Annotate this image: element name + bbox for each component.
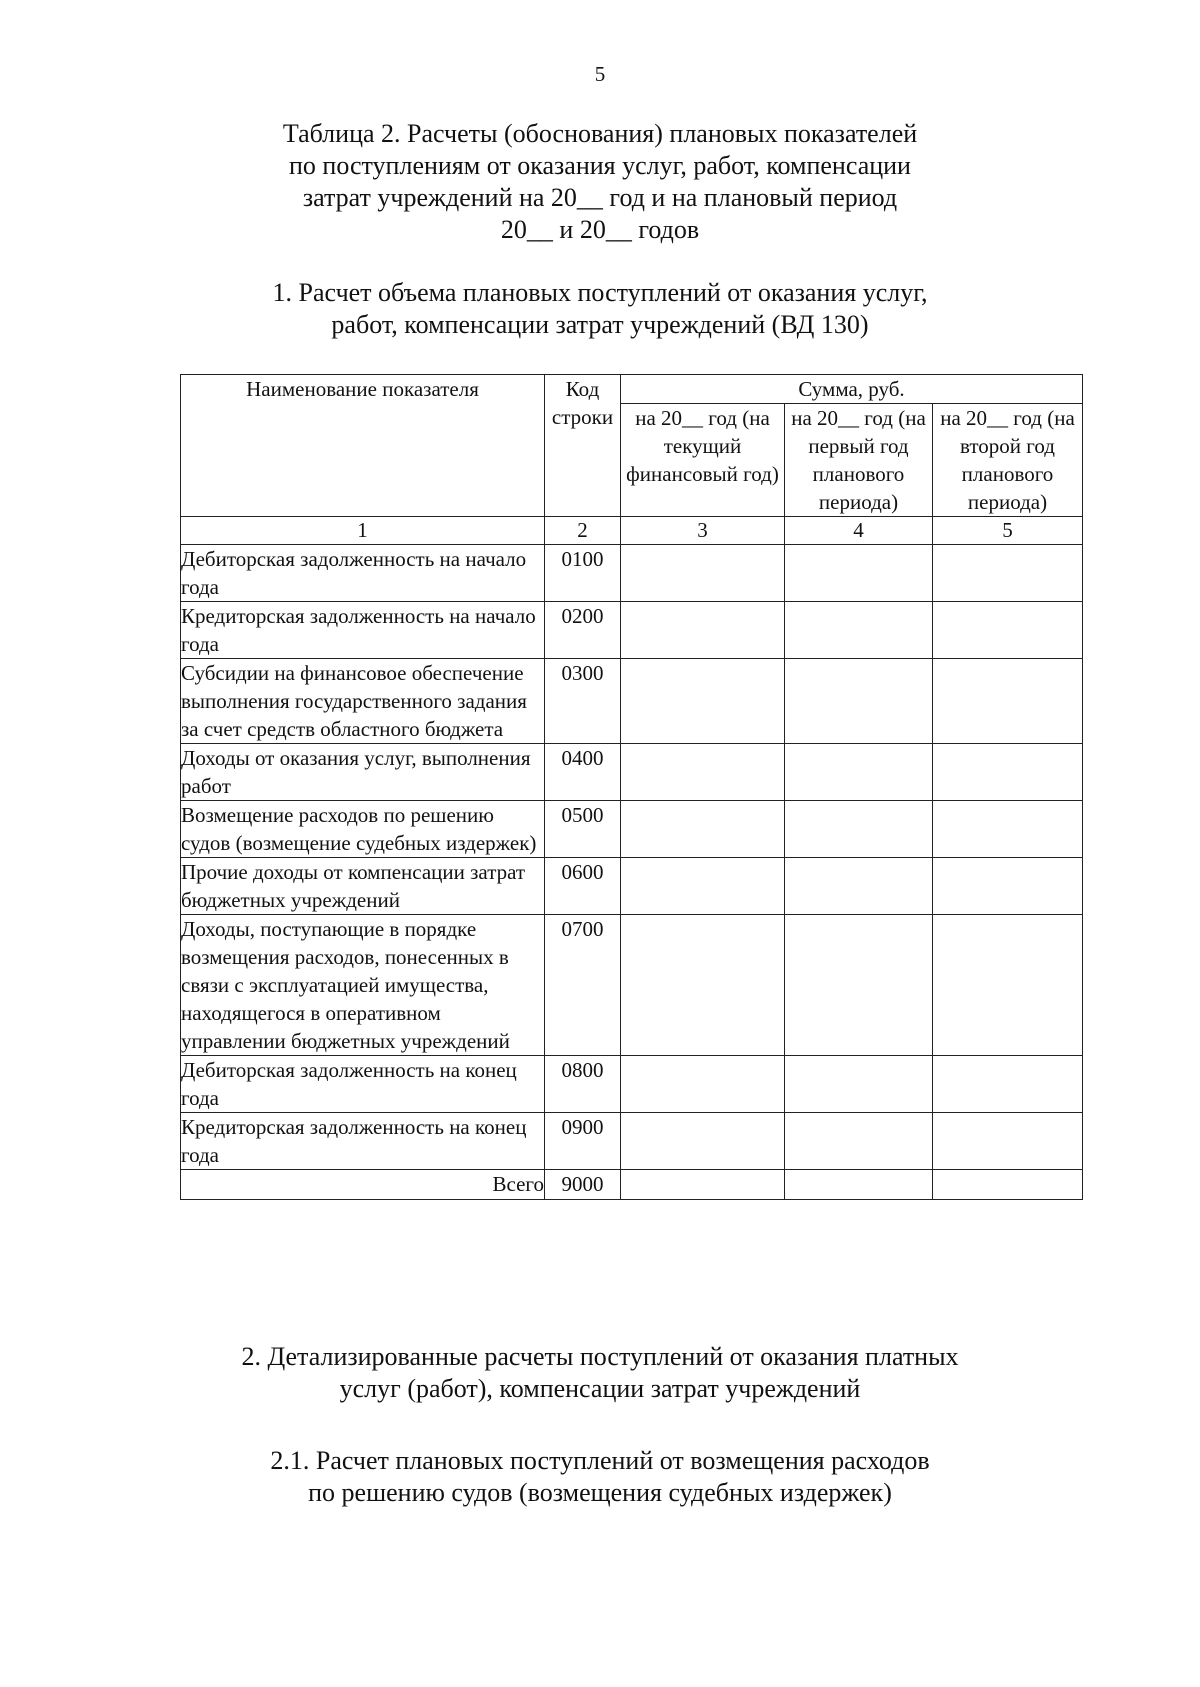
total-value-plan2 [933,1170,1083,1200]
total-value-plan1 [785,1170,933,1200]
section-2-heading [0,1341,1200,1405]
total-row [181,1170,1083,1200]
row-code: 0400 [545,744,621,801]
table-row [181,1056,1083,1113]
heading-line: услуг (работ), компенсации затрат учреждений [339,1374,861,1403]
title-line: затрат учреждений на 20__ год и на плановый период [302,183,898,212]
column-number: 3 [621,517,785,545]
header-col4: на 20__ год (на первый год планового периода) [785,404,933,517]
row-value-current [621,744,785,801]
row-code: 0200 [545,602,621,659]
title-line: Таблица 2. Расчеты (обоснования) плановых показателей [282,119,918,148]
row-name: Кредиторская задолженность на начало года [181,602,545,659]
table-row [181,744,1083,801]
column-number: 5 [933,517,1083,545]
total-code: 9000 [545,1170,621,1200]
row-value-plan2 [933,659,1083,744]
row-value-plan1 [785,915,933,1056]
row-name: Дебиторская задолженность на начало года [181,545,545,602]
row-value-plan1 [785,744,933,801]
header-code: Код строки [545,375,621,517]
row-name: Доходы от оказания услуг, выполнения работ [181,744,545,801]
heading-line: по решению судов (возмещения судебных издержек) [308,1478,892,1507]
row-value-plan2 [933,801,1083,858]
row-value-current [621,1113,785,1170]
row-code: 0300 [545,659,621,744]
row-value-plan2 [933,744,1083,801]
total-value-current [621,1170,785,1200]
row-code: 0600 [545,858,621,915]
column-number: 1 [181,517,545,545]
title-line: 20__ и 20__ годов [500,215,700,244]
row-value-plan2 [933,1056,1083,1113]
row-code: 0500 [545,801,621,858]
table-row [181,1113,1083,1170]
row-name: Возмещение расходов по решению судов (возмещение судебных издержек) [181,801,545,858]
total-label: Всего [181,1170,545,1200]
row-name: Доходы, поступающие в порядке возмещения расходов, понесенных в связи с эксплуатацией имущества, находящегося в оперативном управлении бюджетных учреждений [181,915,545,1056]
row-value-current [621,801,785,858]
header-row [181,375,1083,404]
table-row [181,545,1083,602]
row-value-current [621,602,785,659]
header-name: Наименование показателя [181,375,545,517]
row-value-plan1 [785,801,933,858]
row-code: 0100 [545,545,621,602]
row-name: Субсидии на финансовое обеспечение выполнения государственного задания за счет средств областного бюджета [181,659,545,744]
row-value-plan1 [785,659,933,744]
row-value-current [621,545,785,602]
row-value-plan2 [933,602,1083,659]
row-value-plan2 [933,858,1083,915]
heading-line: работ, компенсации затрат учреждений (ВД 130) [331,310,869,339]
heading-line: 1. Расчет объема плановых поступлений от оказания услуг, [272,278,928,307]
table-row [181,915,1083,1056]
column-number: 2 [545,517,621,545]
row-code: 0700 [545,915,621,1056]
table-row [181,659,1083,744]
table-row [181,801,1083,858]
row-name: Кредиторская задолженность на конец года [181,1113,545,1170]
row-value-plan2 [933,545,1083,602]
row-value-current [621,858,785,915]
row-code: 0800 [545,1056,621,1113]
page-number: 5 [594,62,606,86]
row-value-plan1 [785,1056,933,1113]
heading-line: 2. Детализированные расчеты поступлений от оказания платных [241,1342,959,1371]
row-value-current [621,659,785,744]
column-number-row [181,517,1083,545]
section-1-heading [0,277,1200,341]
table-row [181,602,1083,659]
header-sum: Сумма, руб. [621,375,1083,404]
row-value-plan1 [785,858,933,915]
row-value-plan1 [785,602,933,659]
table-row [181,858,1083,915]
row-name: Дебиторская задолженность на конец года [181,1056,545,1113]
table-title [0,118,1200,246]
revenue-table [180,374,1083,1200]
row-name: Прочие доходы от компенсации затрат бюджетных учреждений [181,858,545,915]
heading-line: 2.1. Расчет плановых поступлений от возмещения расходов [270,1446,930,1475]
row-value-plan1 [785,1113,933,1170]
header-col3: на 20__ год (на текущий финансовый год) [621,404,785,517]
row-code: 0900 [545,1113,621,1170]
row-value-plan2 [933,915,1083,1056]
title-line: по поступлениям от оказания услуг, работ, компенсации [289,151,911,180]
header-col5: на 20__ год (на второй год планового периода) [933,404,1083,517]
section-2-1-heading [0,1445,1200,1509]
row-value-current [621,1056,785,1113]
row-value-current [621,915,785,1056]
column-number: 4 [785,517,933,545]
row-value-plan2 [933,1113,1083,1170]
row-value-plan1 [785,545,933,602]
